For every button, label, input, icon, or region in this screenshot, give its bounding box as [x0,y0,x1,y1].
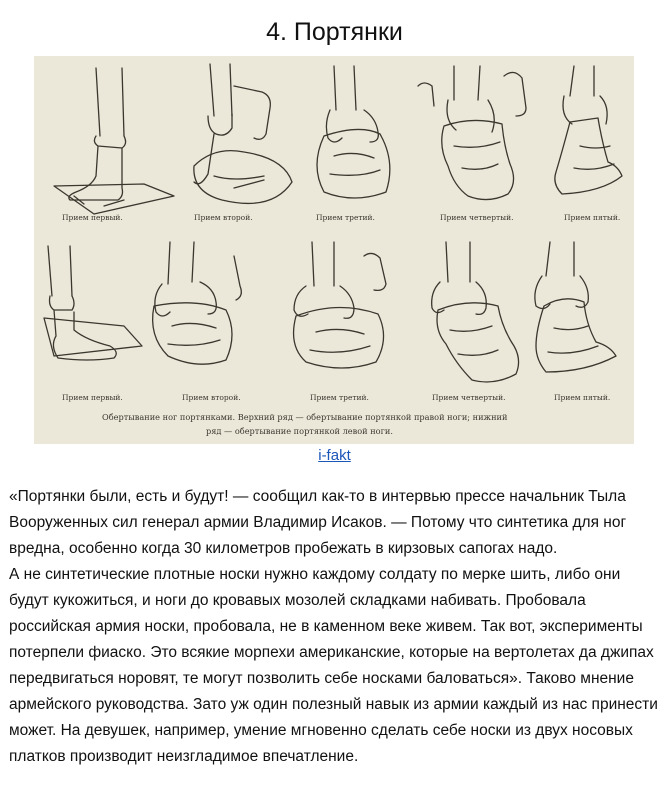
top-label-2: Прием второй. [194,213,253,222]
bottom-label-3: Прием третий. [310,393,369,402]
bottom-label-5: Прием пятый. [554,393,611,402]
figure-caption-line-1: Обертывание ног портянками. Верхний ряд — обертывание портянкой правой ноги; нижний [102,412,508,422]
footwrap-drawing [34,56,634,444]
bottom-label-2: Прием второй. [182,393,241,402]
figure-caption-line-2: ряд — обертывание портянкой левой ноги. [206,426,393,436]
top-label-1: Прием первый. [62,213,123,222]
bottom-label-4: Прием четвертый. [432,393,506,402]
footwrap-illustration [34,56,634,444]
page-title: 4. Портянки [266,18,403,46]
source-link[interactable]: i-fakt [318,447,351,464]
top-label-5: Прием пятый. [564,213,621,222]
top-label-3: Прием третий. [316,213,375,222]
bottom-label-1: Прием первый. [62,393,123,402]
article-body [9,484,659,770]
top-label-4: Прием четвертый. [440,213,514,222]
article-paragraph-1: «Портянки были, есть и будут! — сообщил как-то в интервью прессе начальник Тыла Вооруженных сил генерал армии Владимир Исаков. — Потому что синтетика для ног вредна, особенно когда 30 километров пробежать в кирзовых сапогах надо. [9,488,627,557]
article-paragraph-2: А не синтетические плотные носки нужно каждому солдату по мерке шить, либо они будут кукожиться, и ноги до кровавых мозолей складками набивать. Пробовала российская армия носки, пробовала, не в каменном веке живем. Так вот, эксперименты потерпели фиаско. Это всякие морпехи американские, которые на вертолетах да джипах передвигаться норовят, те могут позволить себе носками баловаться». Таково мнение армейского руководства. Зато уж один полезный навык из армии каждый из нас принести может. На девушек, например, умение мгновенно сделать себе носки из двух носовых платков производит неизгладимое впечатление. [9,566,658,765]
